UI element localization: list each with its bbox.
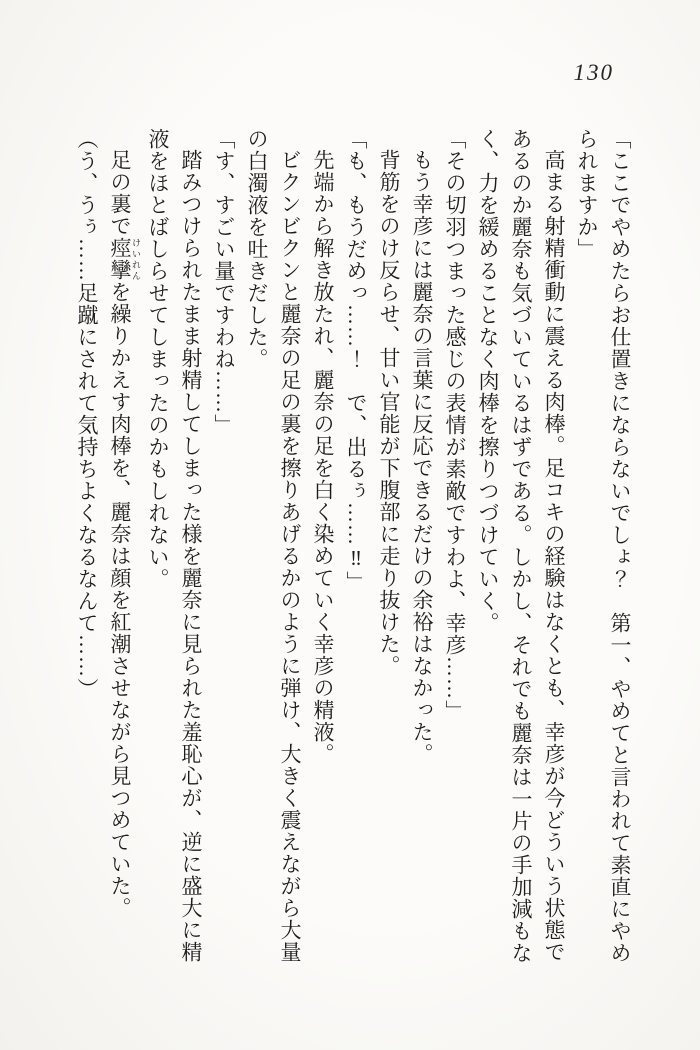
paragraph: 高まる射精衝動に震える肉棒。足コキの経験はなくとも、幸彦が今どういう状態であるのか麗奈も気づいているはずである。しかし、それでも麗奈は一片の手加減もなく、力を緩めることなく肉棒を擦りつづけていく。 — [476, 128, 566, 964]
page-number: 130 — [573, 60, 614, 85]
paragraph: 「ここでやめたらお仕置きにならないでしょ？ 第一、やめてと言われて素直にやめられますか」 — [575, 128, 632, 964]
paragraph: 先端から解き放たれ、麗奈の足を白く染めていく幸彦の精液。 — [311, 149, 335, 765]
paragraph: 「も、もうだめっ……！ で、出るぅ……‼」 — [344, 128, 368, 593]
paragraph: 足の裏で痙攣 けいれんを繰りかえす肉棒を、麗奈は顔を紅潮させながら見つめていた。 — [108, 149, 141, 919]
paragraph: 背筋をのけ反らせ、甘い官能が下腹部に走り抜けた。 — [377, 149, 401, 677]
paragraph: もう幸彦には麗奈の言葉に反応できるだけの余裕はなかった。 — [410, 149, 434, 765]
paragraph: 「す、すごい量ですわね……」 — [212, 128, 236, 436]
ruby-annotated-word: 痙攣 けいれん — [108, 237, 141, 281]
text-block — [70, 128, 636, 968]
paragraph: 「その切羽つまった感じの表情が素敵ですわよ、幸彦……」 — [443, 128, 467, 722]
paragraph: ビクンビクンと麗奈の足の裏を擦りあげるかのように弾け、大きく震えながら大量の白濁液を吐きだした。 — [245, 128, 302, 963]
paragraph: 踏みつけられたまま射精してしまった様を麗奈に見られた羞恥心が、逆に盛大に精液をほとばしらせてしまったのかもしれない。 — [146, 128, 203, 963]
paragraph: （う、うぅ……足蹴にされて気持ちよくなるなんて……） — [75, 128, 99, 700]
